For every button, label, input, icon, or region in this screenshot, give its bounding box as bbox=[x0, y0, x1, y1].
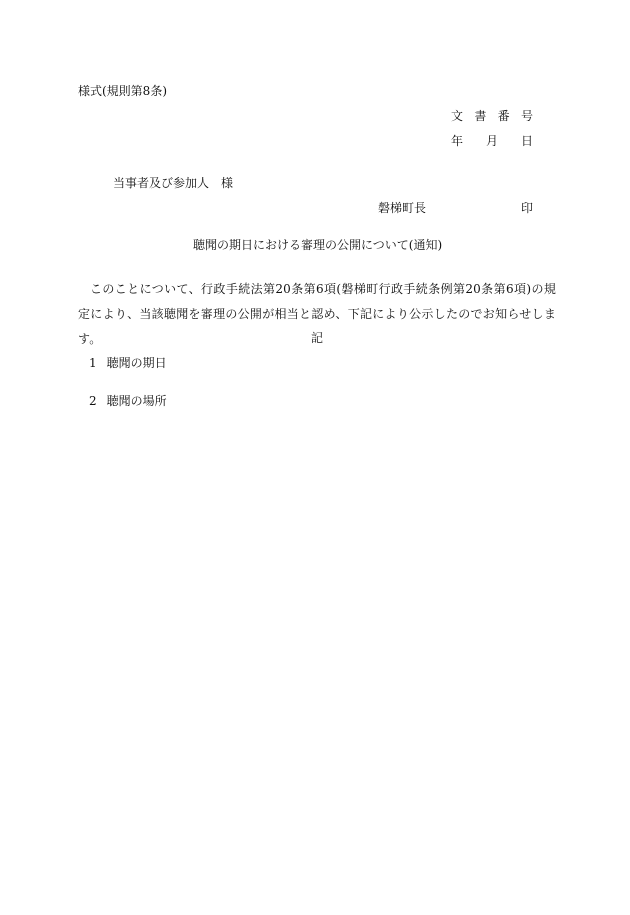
addressee: 当事者及び参加人 様 bbox=[113, 176, 234, 190]
document-number-char: 号 bbox=[520, 109, 533, 123]
form-label: 様式(規則第8条) bbox=[78, 84, 167, 98]
document-title: 聴聞の期日における審理の公開について(通知) bbox=[193, 238, 443, 252]
ki-heading: 記 bbox=[311, 331, 324, 345]
document-number-char: 書 bbox=[474, 109, 487, 123]
item-label: 聴聞の期日 bbox=[106, 356, 167, 370]
document-number-char: 番 bbox=[497, 109, 510, 123]
document-number-char: 文 bbox=[451, 109, 464, 123]
item-number: 1 bbox=[89, 356, 97, 370]
date-line bbox=[451, 134, 533, 149]
list-item bbox=[89, 356, 167, 371]
body-line: このことについて、行政手続法第20条第6項(磐梯町行政手続条例第20条第6項)の規定に bbox=[78, 282, 556, 321]
date-month: 月 bbox=[485, 134, 498, 148]
sender: 磐梯町長 bbox=[378, 201, 427, 215]
body-line: より、当該聴聞を審理の公開が相当と認め、下記により公示したのでお知らせします。 bbox=[78, 307, 556, 346]
list-item bbox=[89, 394, 167, 409]
item-number: 2 bbox=[89, 394, 97, 408]
date-year: 年 bbox=[451, 134, 464, 148]
seal-mark: 印 bbox=[521, 201, 534, 215]
date-day: 日 bbox=[520, 134, 533, 148]
document-number bbox=[451, 109, 533, 124]
item-label: 聴聞の場所 bbox=[106, 394, 167, 408]
